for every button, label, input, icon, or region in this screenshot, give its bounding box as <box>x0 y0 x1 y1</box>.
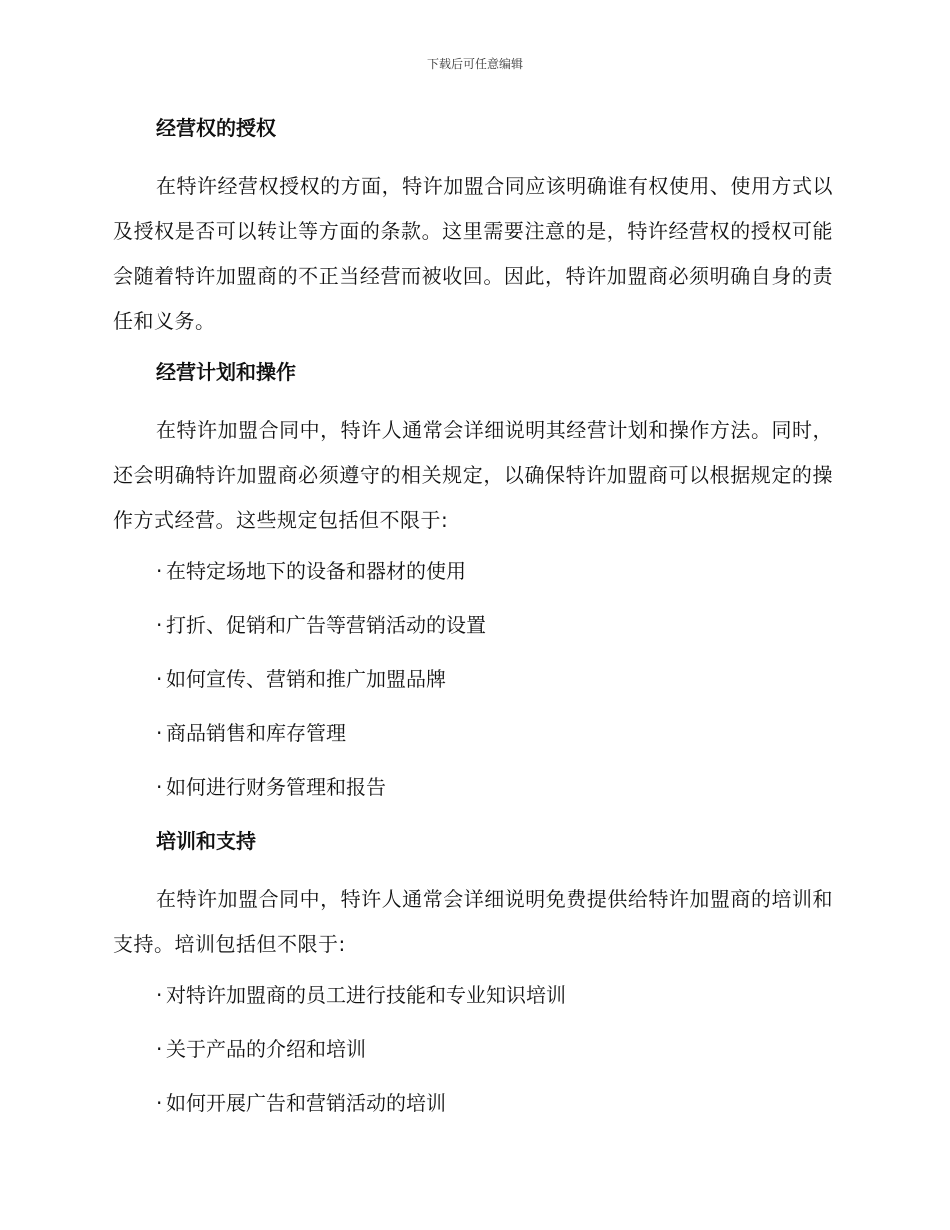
list-item-text: 商品销售和库存管理 <box>166 721 346 745</box>
list-item <box>113 1085 833 1121</box>
bullet-list <box>113 977 833 1121</box>
bullet-dot: · <box>156 667 163 691</box>
list-item-text: 在特定场地下的设备和器材的使用 <box>166 559 466 583</box>
list-item-text: 如何进行财务管理和报告 <box>166 775 386 799</box>
list-item <box>113 769 833 805</box>
list-item <box>113 661 833 697</box>
bullet-list <box>113 553 833 805</box>
list-item <box>113 715 833 751</box>
section-heading: 培训和支持 <box>156 829 256 853</box>
list-item <box>113 553 833 589</box>
bullet-dot: · <box>156 559 163 583</box>
list-item-text: 如何开展广告和营销活动的培训 <box>166 1091 446 1115</box>
page-header: 下载后可任意编辑 <box>426 57 523 71</box>
list-item-text: 关于产品的介绍和培训 <box>166 1037 366 1061</box>
list-item <box>113 1031 833 1067</box>
bullet-dot: · <box>156 775 163 799</box>
section-paragraph: 在特许加盟合同中，特许人通常会详细说明其经营计划和操作方法。同时，还会明确特许加盟商必须遵守的相关规定，以确保特许加盟商可以根据规定的操作方式经营。这些规定包括但不限于: <box>113 418 833 532</box>
bullet-dot: · <box>156 613 163 637</box>
bullet-dot: · <box>156 1091 163 1115</box>
list-item-text: 对特许加盟商的员工进行技能和专业知识培训 <box>166 983 566 1007</box>
bullet-dot: · <box>156 1037 163 1061</box>
document-body <box>113 110 833 1139</box>
section-paragraph: 在特许加盟合同中，特许人通常会详细说明免费提供给特许加盟商的培训和支持。培训包括但不限于: <box>113 887 833 956</box>
section-heading: 经营权的授权 <box>156 116 276 140</box>
section-heading: 经营计划和操作 <box>156 360 296 384</box>
list-item-text: 如何宣传、营销和推广加盟品牌 <box>166 667 446 691</box>
bullet-dot: · <box>156 983 163 1007</box>
list-item <box>113 977 833 1013</box>
section-paragraph: 在特许经营权授权的方面，特许加盟合同应该明确谁有权使用、使用方式以及授权是否可以转让等方面的条款。这里需要注意的是，特许经营权的授权可能会随着特许加盟商的不正当经营而被收回。因此，特许加盟商必须明确自身的责任和义务。 <box>113 174 833 333</box>
bullet-dot: · <box>156 721 163 745</box>
list-item-text: 打折、促销和广告等营销活动的设置 <box>166 613 486 637</box>
list-item <box>113 607 833 643</box>
